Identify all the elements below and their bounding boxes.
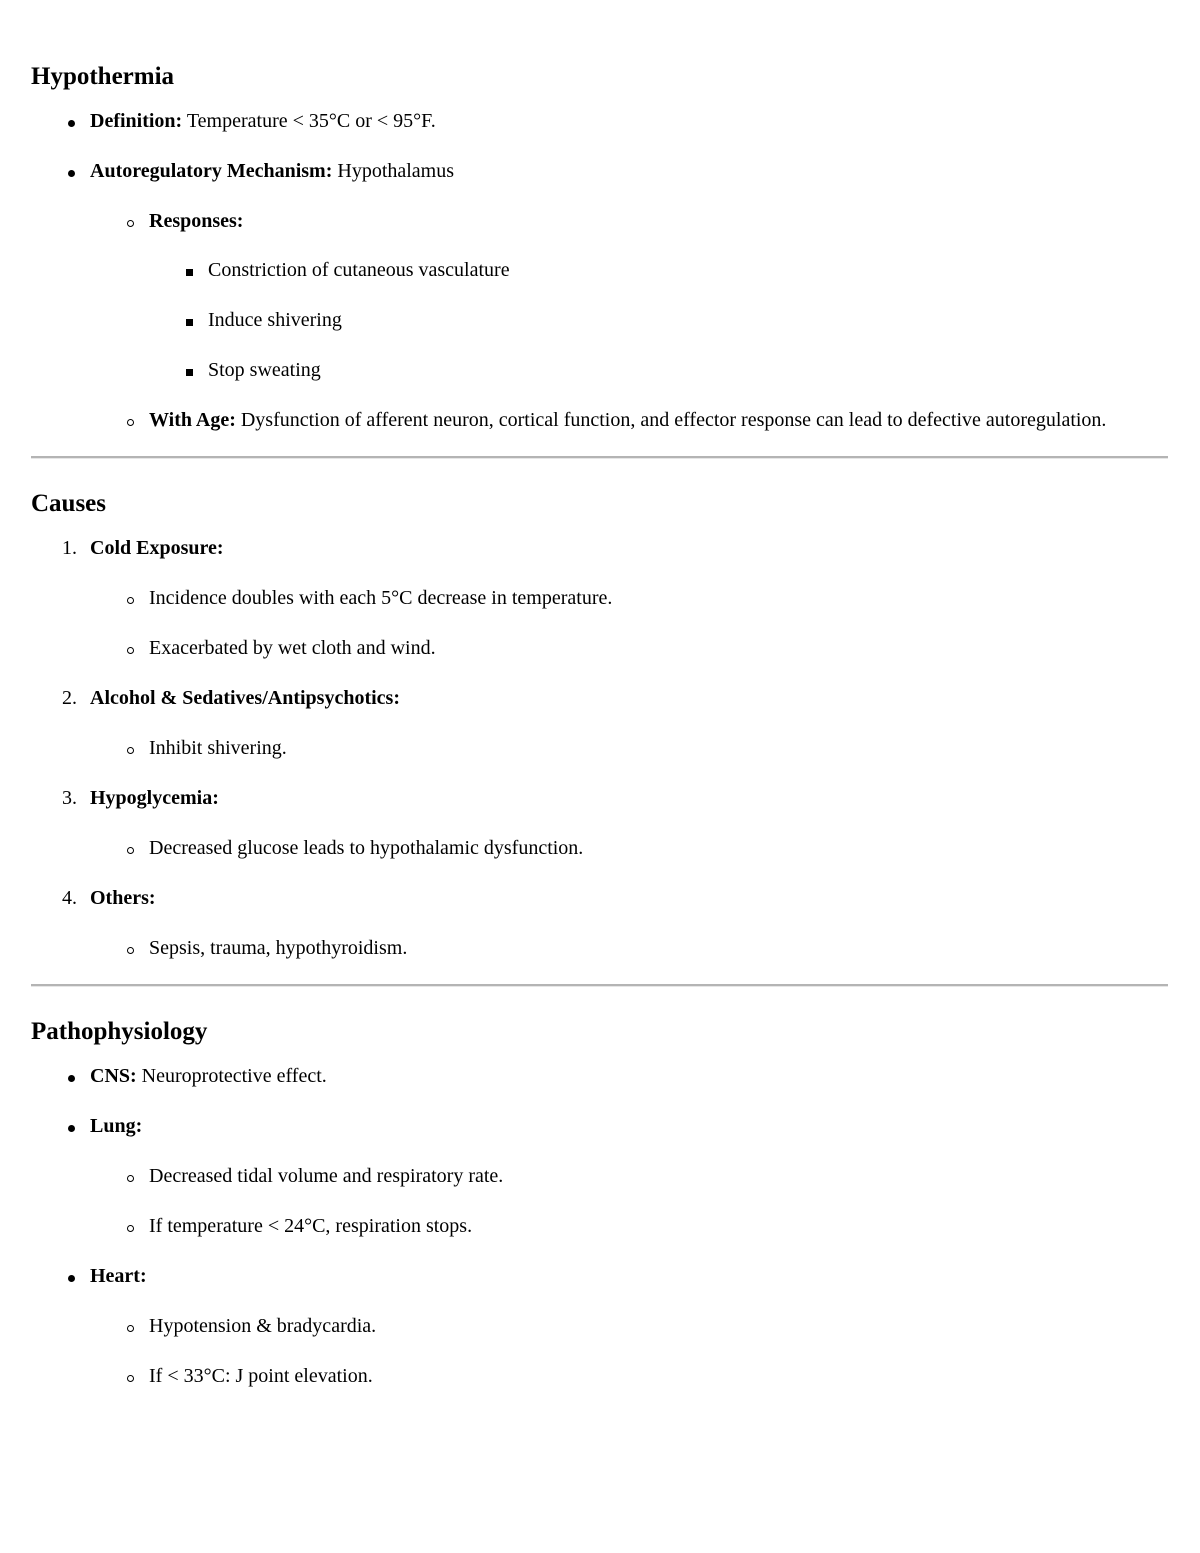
cause-label: Alcohol & Sedatives/Antipsychotics: [90, 687, 400, 709]
list-number: 3. [62, 787, 77, 809]
list-item [149, 358, 1168, 382]
cause-sublist [90, 936, 1168, 960]
disc-bullet-icon [31, 1264, 51, 1288]
circle-bullet-icon [90, 936, 110, 960]
list-item [31, 786, 1168, 860]
autoreg-sublist [90, 209, 1168, 432]
circle-bullet-icon [90, 636, 110, 660]
lung-detail: Decreased tidal volume and respiratory rate. [149, 1165, 504, 1187]
list-item [31, 1264, 1168, 1388]
definition-text: Temperature < 35°C or < 95°F. [182, 110, 436, 132]
list-item [90, 1164, 1168, 1188]
autoreg-label: Autoregulatory Mechanism: [90, 160, 333, 182]
patho-list [31, 1064, 1168, 1388]
heart-detail: Hypotension & bradycardia. [149, 1315, 377, 1337]
lung-detail: If temperature < 24°C, respiration stops. [149, 1215, 473, 1237]
circle-bullet-icon [90, 1214, 110, 1238]
hypothermia-list [31, 109, 1168, 432]
square-bullet-icon [149, 358, 169, 382]
response-text: Stop sweating [208, 359, 321, 381]
lung-sublist [90, 1164, 1168, 1238]
circle-bullet-icon [90, 1364, 110, 1388]
cause-detail: Inhibit shivering. [149, 737, 287, 759]
circle-bullet-icon [90, 736, 110, 760]
list-item [149, 258, 1168, 282]
list-item [31, 686, 1168, 760]
list-number: 2. [62, 687, 77, 709]
cause-detail: Sepsis, trauma, hypothyroidism. [149, 937, 408, 959]
cause-detail: Incidence doubles with each 5°C decrease in temperature. [149, 587, 613, 609]
list-item [90, 736, 1168, 760]
section-divider [31, 456, 1168, 459]
circle-bullet-icon [90, 408, 110, 432]
lung-label: Lung: [90, 1115, 143, 1137]
disc-bullet-icon [31, 1064, 51, 1088]
disc-bullet-icon [31, 159, 51, 183]
list-item [90, 586, 1168, 610]
definition-label: Definition: [90, 110, 183, 132]
response-text: Constriction of cutaneous vasculature [208, 259, 510, 281]
square-bullet-icon [149, 308, 169, 332]
circle-bullet-icon [90, 1314, 110, 1338]
list-number: 1. [62, 537, 77, 559]
causes-list [31, 536, 1168, 960]
heart-sublist [90, 1314, 1168, 1388]
list-item [90, 209, 1168, 382]
list-item [31, 1064, 1168, 1088]
list-item [31, 109, 1168, 133]
list-number: 4. [62, 887, 77, 909]
cause-sublist [90, 736, 1168, 760]
disc-bullet-icon [31, 1114, 51, 1138]
responses-sublist [149, 258, 1168, 382]
list-item [90, 408, 1168, 432]
section-divider [31, 984, 1168, 987]
list-item [31, 536, 1168, 660]
cause-label: Others: [90, 887, 156, 909]
list-item [90, 1364, 1168, 1388]
list-item [31, 159, 1168, 432]
square-bullet-icon [149, 258, 169, 282]
circle-bullet-icon [90, 209, 110, 233]
circle-bullet-icon [90, 836, 110, 860]
disc-bullet-icon [31, 109, 51, 133]
response-text: Induce shivering [208, 309, 342, 331]
circle-bullet-icon [90, 1164, 110, 1188]
heading-pathophysiology: Pathophysiology [31, 1018, 208, 1045]
list-item [149, 308, 1168, 332]
age-text: Dysfunction of afferent neuron, cortical function, and effector response can lead to defective autoregulation. [235, 409, 1107, 431]
section-pathophysiology [31, 1017, 1168, 1388]
section-hypothermia [31, 62, 1168, 432]
list-item [90, 1214, 1168, 1238]
responses-label: Responses: [149, 210, 244, 232]
cause-sublist [90, 836, 1168, 860]
autoreg-text: Hypothalamus [332, 160, 455, 182]
cns-text: Neuroprotective effect. [136, 1065, 327, 1087]
cause-detail: Decreased glucose leads to hypothalamic dysfunction. [149, 837, 584, 859]
list-item [90, 836, 1168, 860]
cns-label: CNS: [90, 1065, 137, 1087]
list-item [31, 886, 1168, 960]
list-item [90, 1314, 1168, 1338]
cause-sublist [90, 586, 1168, 660]
heading-hypothermia: Hypothermia [31, 63, 175, 90]
age-label: With Age: [149, 409, 236, 431]
circle-bullet-icon [90, 586, 110, 610]
cause-label: Hypoglycemia: [90, 787, 219, 809]
cause-detail: Exacerbated by wet cloth and wind. [149, 637, 436, 659]
list-item [90, 636, 1168, 660]
list-item [31, 1114, 1168, 1238]
cause-label: Cold Exposure: [90, 537, 224, 559]
section-causes [31, 489, 1168, 960]
heading-causes: Causes [31, 490, 107, 517]
list-item [90, 936, 1168, 960]
heart-detail: If < 33°C: J point elevation. [149, 1365, 373, 1387]
heart-label: Heart: [90, 1265, 147, 1287]
